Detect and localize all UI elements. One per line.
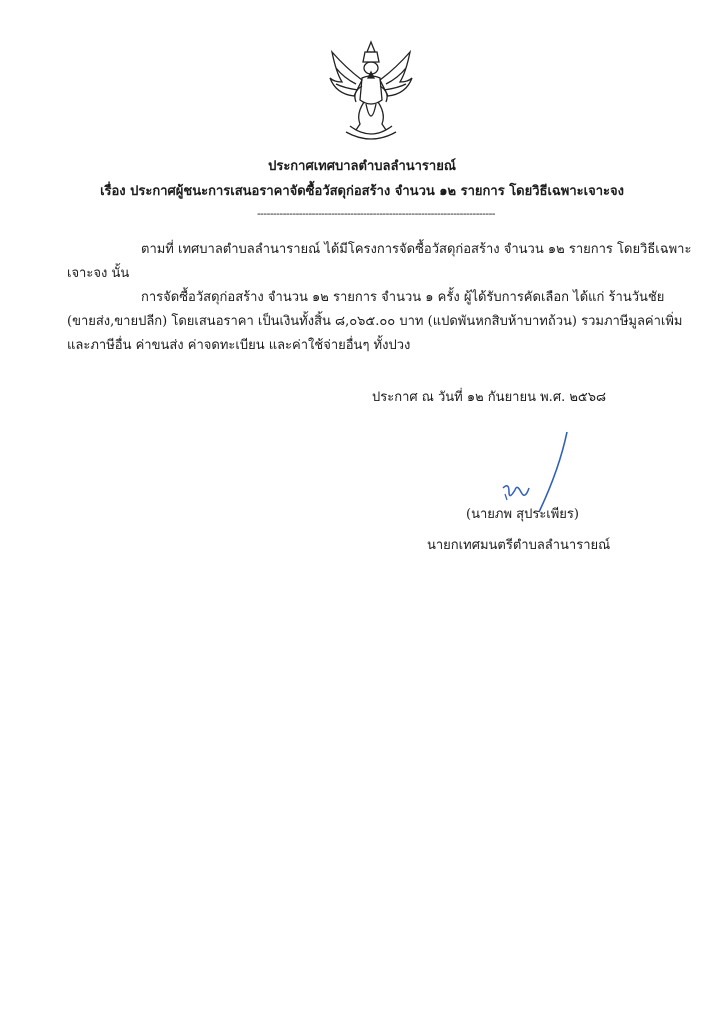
garuda-emblem-icon [326, 38, 416, 146]
paragraph-1-line-1: ตามที่ เทศบาลตำบลลำนารายณ์ ได้มีโครงการจัดซื้อวัสดุก่อสร้าง จำนวน ๑๒ รายการ โดยวิธีเฉพาะ [141, 242, 692, 257]
paragraph-2-line-2: (ขายส่ง,ขายปลีก) โดยเสนอราคา เป็นเงินทั้งสิ้น ๘,๐๖๕.๐๐ บาท (แปดพันหกสิบห้าบาทถ้วน) รวมภาษีมูลค่าเพิ่ม [67, 314, 683, 329]
signatory-position: นายกเทศมนตรีตำบลลำนารายณ์ [427, 538, 611, 553]
announcement-title: ประกาศเทศบาลตำบลลำนารายณ์ [268, 159, 456, 174]
title-divider: -------------------------------------------------------------------------- [256, 207, 496, 220]
paragraph-1-line-2: เจาะจง นั้น [67, 266, 130, 281]
paragraph-2-line-3: และภาษีอื่น ค่าขนส่ง ค่าจดทะเบียน และค่าใช้จ่ายอื่นๆ ทั้งปวง [67, 338, 411, 353]
paragraph-2-line-1: การจัดซื้อวัสดุก่อสร้าง จำนวน ๑๒ รายการ จำนวน ๑ ครั้ง ผู้ได้รับการคัดเลือก ได้แก่ ร้านวันชัย [141, 290, 665, 305]
announcement-subject: เรื่อง ประกาศผู้ชนะการเสนอราคาจัดซื้อวัสดุก่อสร้าง จำนวน ๑๒ รายการ โดยวิธีเฉพาะเจาะจง [100, 184, 624, 199]
signatory-name: (นายภพ สุประเพียร) [466, 507, 579, 522]
announcement-date: ประกาศ ณ วันที่ ๑๒ กันยายน พ.ศ. ๒๕๖๘ [372, 390, 607, 405]
